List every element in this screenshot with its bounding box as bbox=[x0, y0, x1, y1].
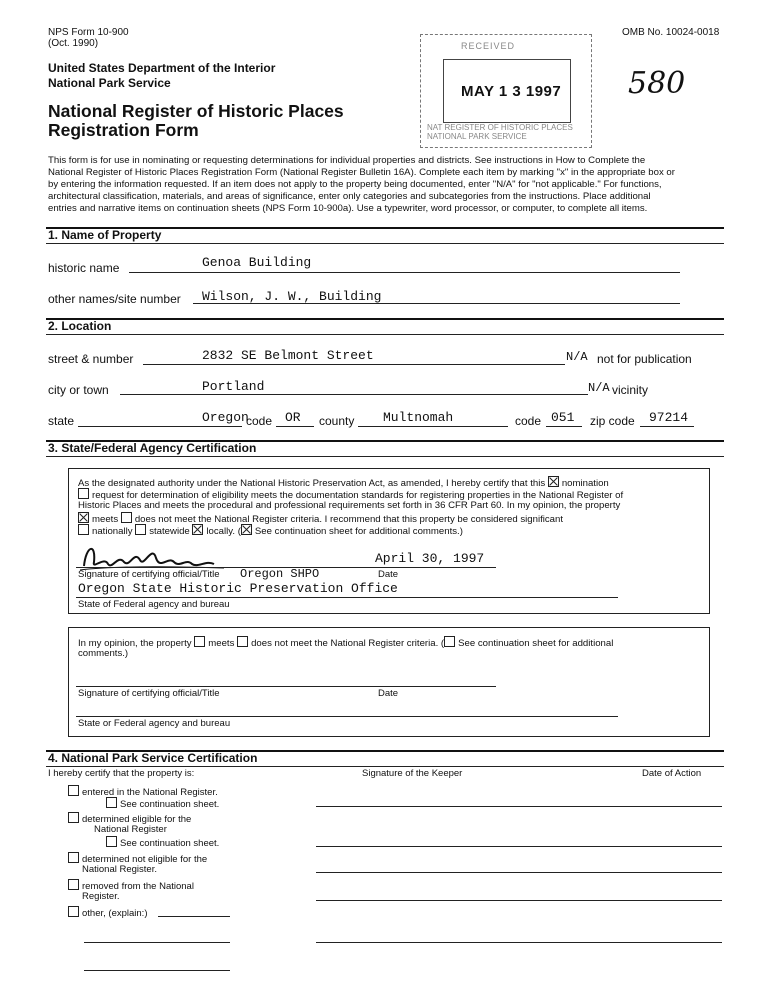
agency2-label: State or Federal agency and bureau bbox=[78, 718, 231, 729]
state-code-field[interactable]: OR bbox=[285, 410, 301, 425]
date2-label: Date bbox=[378, 688, 399, 699]
service: National Park Service bbox=[48, 76, 171, 90]
agency-label: State of Federal agency and bureau bbox=[78, 599, 230, 610]
opinion-text: In my opinion, the property bbox=[78, 638, 192, 649]
eligible-label: determined eligible for the bbox=[82, 814, 192, 825]
meets-label: meets bbox=[92, 514, 119, 525]
form-title-line2: Registration Form bbox=[48, 120, 199, 140]
certification-date-field[interactable]: April 30, 1997 bbox=[375, 551, 485, 566]
statewide-label: statewide bbox=[149, 526, 190, 537]
nationally-label: nationally bbox=[92, 526, 133, 537]
keeper-line-3 bbox=[316, 872, 722, 873]
keeper-line-5 bbox=[316, 942, 722, 943]
zip-line bbox=[640, 426, 694, 427]
agency-line bbox=[76, 597, 618, 598]
not-for-publication-label: not for publication bbox=[597, 352, 692, 366]
county-label: county bbox=[319, 414, 355, 428]
eligible-label-line2: National Register bbox=[94, 824, 167, 835]
county-line bbox=[358, 426, 508, 427]
nomination-checkbox[interactable] bbox=[548, 476, 559, 487]
section3-heading: 3. State/Federal Agency Certification bbox=[48, 441, 257, 455]
vicinity-label: vicinity bbox=[612, 383, 649, 397]
zip-label: zip code bbox=[590, 414, 635, 428]
eligible-continuation-checkbox[interactable] bbox=[106, 836, 117, 847]
section3-bottom-rule bbox=[46, 456, 724, 457]
intro-line4: architectural classification, materials, and areas of significance, enter only categories and subcategories from the instructions. Place additional bbox=[48, 191, 651, 202]
county-code-field[interactable]: 051 bbox=[551, 410, 575, 425]
state-field[interactable]: Oregon bbox=[202, 410, 249, 425]
other-explain-line-2[interactable] bbox=[84, 942, 230, 943]
section2-heading: 2. Location bbox=[48, 319, 112, 333]
county-code-label: code bbox=[515, 414, 542, 428]
opinion-meets-checkbox[interactable] bbox=[194, 636, 205, 647]
opinion-does-not-meet-label: does not meet the National Register criteria. ( bbox=[251, 638, 445, 649]
statewide-checkbox[interactable] bbox=[135, 524, 146, 535]
county-field[interactable]: Multnomah bbox=[383, 410, 454, 425]
continuation-sheet-checkbox[interactable] bbox=[241, 524, 252, 535]
intro-line2: National Register of Historic Places Registration Form (National Register Bulletin 16A). Complete each item by marking "x" in the appropriate box or bbox=[48, 167, 675, 178]
not-eligible-label: determined not eligible for the bbox=[82, 854, 208, 865]
eligible-continuation bbox=[106, 836, 219, 850]
state-code-label: code bbox=[246, 414, 273, 428]
keeper-line-1 bbox=[316, 806, 722, 807]
locally-label: locally. ( bbox=[206, 526, 241, 537]
certifying-title-field[interactable]: Oregon SHPO bbox=[240, 567, 320, 581]
form-date: (Oct. 1990) bbox=[48, 38, 99, 49]
omb-number: OMB No. 10024-0018 bbox=[622, 27, 720, 38]
vicinity-value[interactable]: N/A bbox=[588, 381, 610, 395]
entered-continuation bbox=[106, 797, 219, 811]
date-label: Date bbox=[378, 569, 399, 580]
removed-label-line2: Register. bbox=[82, 891, 120, 902]
removed-checkbox[interactable] bbox=[68, 879, 79, 890]
opinion-meets-label: meets bbox=[208, 638, 235, 649]
cert-line1-text: As the designated authority under the National Historic Preservation Act, as amended, I hereby certify that this bbox=[78, 478, 546, 489]
street-label: street & number bbox=[48, 352, 134, 366]
nationally-checkbox[interactable] bbox=[78, 524, 89, 535]
date-of-action-label: Date of Action bbox=[642, 768, 702, 779]
removed-label: removed from the National bbox=[82, 881, 194, 892]
signature2-line bbox=[76, 686, 496, 687]
state-label: state bbox=[48, 414, 75, 428]
historic-name-field[interactable]: Genoa Building bbox=[202, 255, 312, 270]
section4-heading: 4. National Park Service Certification bbox=[48, 751, 258, 765]
keeper-line-2 bbox=[316, 846, 722, 847]
city-label: city or town bbox=[48, 383, 109, 397]
entered-label: entered in the National Register. bbox=[82, 787, 218, 798]
nomination-label: nomination bbox=[561, 478, 609, 489]
stamp-top-text: RECEIVED bbox=[461, 41, 516, 51]
other-option bbox=[68, 906, 147, 920]
other-checkbox[interactable] bbox=[68, 906, 79, 917]
form-number: NPS Form 10-900 bbox=[48, 27, 129, 38]
section1-bottom-rule bbox=[46, 243, 724, 244]
section1-heading: 1. Name of Property bbox=[48, 228, 162, 242]
signature-label: Signature of certifying official/Title bbox=[78, 569, 220, 580]
section2-bottom-rule bbox=[46, 334, 724, 335]
intro-line3: by entering the information requested. If an item does not apply to the property being documented, enter "N/A" for "not applicable." For functions, bbox=[48, 179, 662, 190]
form-title-line1: National Register of Historic Places bbox=[48, 101, 344, 121]
meets-checkbox[interactable] bbox=[78, 512, 89, 523]
county-code-line bbox=[546, 426, 582, 427]
opinion-does-not-meet-checkbox[interactable] bbox=[237, 636, 248, 647]
not-eligible-checkbox[interactable] bbox=[68, 852, 79, 863]
cert-line3: Historic Places and meets the procedural and professional requirements set forth in 36 CFR Part 60. In my opinion, the property bbox=[78, 500, 621, 511]
state-line bbox=[78, 426, 242, 427]
locally-checkbox[interactable] bbox=[192, 524, 203, 535]
keeper-line-4 bbox=[316, 900, 722, 901]
entered-continuation-label: See continuation sheet. bbox=[120, 799, 220, 810]
signature2-label: Signature of certifying official/Title bbox=[78, 688, 220, 699]
intro-line5: entries and narrative items on continuation sheets (NPS Form 10-900a). Use a typewriter, word processor, or computer, to complete all items. bbox=[48, 203, 648, 214]
historic-name-line bbox=[129, 272, 680, 273]
city-field[interactable]: Portland bbox=[202, 379, 265, 394]
not-for-publication-value[interactable]: N/A bbox=[566, 350, 588, 364]
entered-checkbox[interactable] bbox=[68, 785, 79, 796]
entered-continuation-checkbox[interactable] bbox=[106, 797, 117, 808]
other-explain-line-3[interactable] bbox=[84, 970, 230, 971]
not-eligible-label-line2: National Register. bbox=[82, 864, 157, 875]
opinion-continuation-label: See continuation sheet for additional bbox=[458, 638, 614, 649]
agency2-line bbox=[76, 716, 618, 717]
section2-top-rule bbox=[46, 318, 724, 320]
street-line bbox=[143, 364, 565, 365]
opinion-continuation-checkbox[interactable] bbox=[444, 636, 455, 647]
eligible-checkbox[interactable] bbox=[68, 812, 79, 823]
historic-name-label: historic name bbox=[48, 261, 120, 275]
street-field[interactable]: 2832 SE Belmont Street bbox=[202, 348, 374, 363]
state-code-line bbox=[276, 426, 314, 427]
other-names-field[interactable]: Wilson, J. W., Building bbox=[202, 289, 382, 304]
intro-line1: This form is for use in nominating or requesting determinations for individual properties and districts. See instructions in How to Complete the bbox=[48, 155, 646, 166]
received-stamp bbox=[420, 34, 592, 148]
handwritten-number: 580 bbox=[628, 66, 686, 101]
stamp-date: MAY 1 3 1997 bbox=[461, 83, 562, 100]
other-label: other, (explain:) bbox=[82, 908, 148, 919]
keeper-label: Signature of the Keeper bbox=[362, 768, 463, 779]
continuation-label: See continuation sheet for additional comments.) bbox=[254, 526, 463, 537]
eligible-continuation-label: See continuation sheet. bbox=[120, 838, 220, 849]
zip-field[interactable]: 97214 bbox=[649, 410, 689, 425]
section4-bottom-rule bbox=[46, 766, 724, 767]
opinion-line1 bbox=[78, 636, 613, 650]
cert-line2-text: request for determination of eligibility meets the documentation standards for registering properties in the National Register of bbox=[92, 490, 624, 501]
department: United States Department of the Interior bbox=[48, 61, 276, 75]
does-not-meet-checkbox[interactable] bbox=[121, 512, 132, 523]
other-names-label: other names/site number bbox=[48, 292, 181, 306]
city-line bbox=[120, 394, 588, 395]
agency-field[interactable]: Oregon State Historic Preservation Office bbox=[78, 581, 398, 596]
determination-checkbox[interactable] bbox=[78, 488, 89, 499]
other-explain-line[interactable] bbox=[158, 916, 230, 917]
certify-text: I hereby certify that the property is: bbox=[48, 768, 195, 779]
opinion-line2: comments.) bbox=[78, 648, 129, 659]
stamp-bottom-text: NAT REGISTER OF HISTORIC PLACES NATIONAL PARK SERVICE bbox=[427, 123, 573, 141]
cert-line4-text: does not meet the National Register criteria. I recommend that this property be considered significant bbox=[134, 514, 564, 525]
